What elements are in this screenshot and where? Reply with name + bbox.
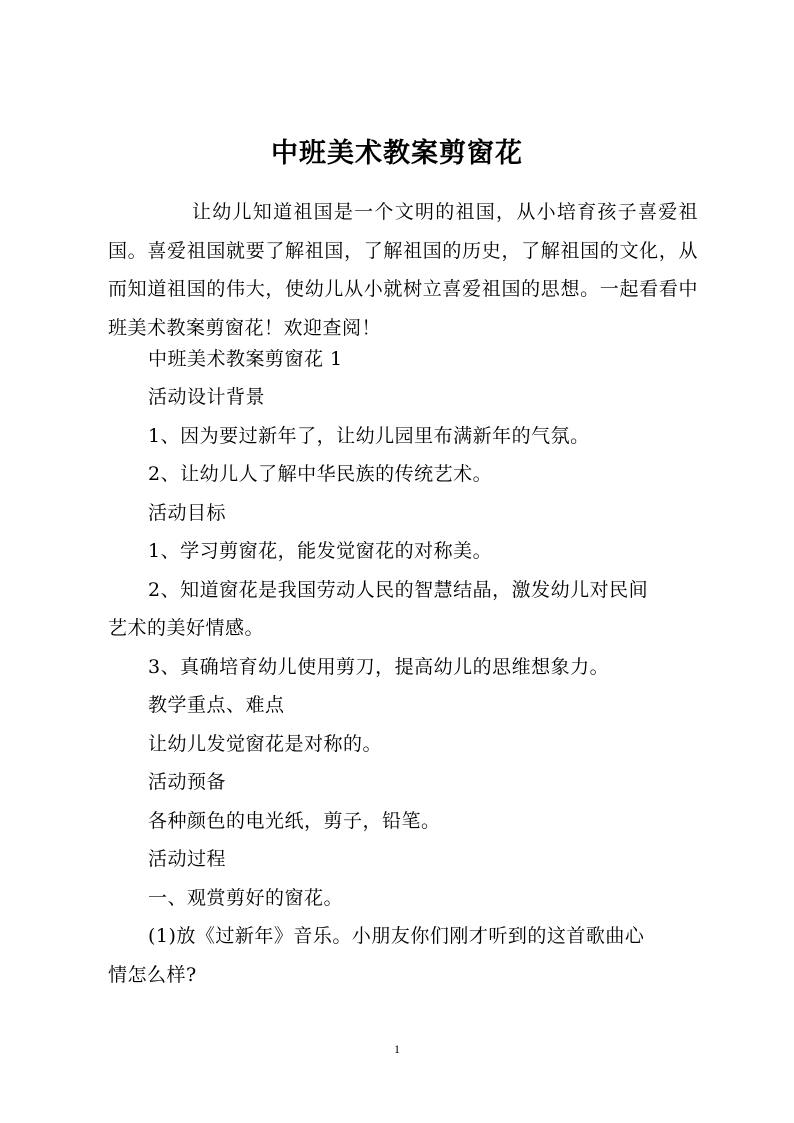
document-title: 中班美术教案剪窗花 (271, 138, 523, 169)
paragraph-line: 让幼儿发觉窗花是对称的。 (148, 733, 383, 755)
intro-paragraph: 让幼儿知道祖国是一个文明的祖国，从小培育孩子喜爱祖国。喜爱祖国就要了解祖国，了解祖国的历史，了解祖国的文化，从而知道祖国的伟大，使幼儿从小就树立喜爱祖国的思想。一起看看中班美术教案剪窗花！欢迎查阅！ (108, 201, 698, 339)
paragraph-line: 2、让幼儿人了解中华民族的传统艺术。 (148, 463, 493, 485)
paragraph-line: 1、因为要过新年了，让幼儿园里布满新年的气氛。 (148, 425, 590, 447)
page-number: 1 (394, 1042, 400, 1056)
paragraph-line: 一、观赏剪好的窗花。 (148, 887, 344, 909)
paragraph-line: 3、真确培育幼儿使用剪刀，提高幼儿的思维想象力。 (148, 656, 610, 678)
paragraph-line: (1)放《过新年》音乐。小朋友你们刚才听到的这首歌曲心 (148, 925, 645, 947)
paragraph-line: 情怎么样? (108, 964, 197, 986)
section-heading: 活动设计背景 (148, 386, 266, 408)
section-heading: 活动目标 (148, 502, 227, 524)
section-heading: 教学重点、难点 (148, 694, 285, 716)
section-heading: 活动过程 (148, 848, 227, 870)
paragraph-line: 艺术的美好情感。 (108, 617, 265, 639)
section-heading: 中班美术教案剪窗花 1 (148, 348, 343, 370)
paragraph-line: 1、学习剪窗花，能发觉窗花的对称美。 (148, 540, 493, 562)
section-heading: 活动预备 (148, 771, 227, 793)
paragraph-line: 各种颜色的电光纸，剪子，铅笔。 (148, 810, 441, 832)
paragraph-line: 2、知道窗花是我国劳动人民的智慧结晶，激发幼儿对民间 (148, 579, 649, 601)
